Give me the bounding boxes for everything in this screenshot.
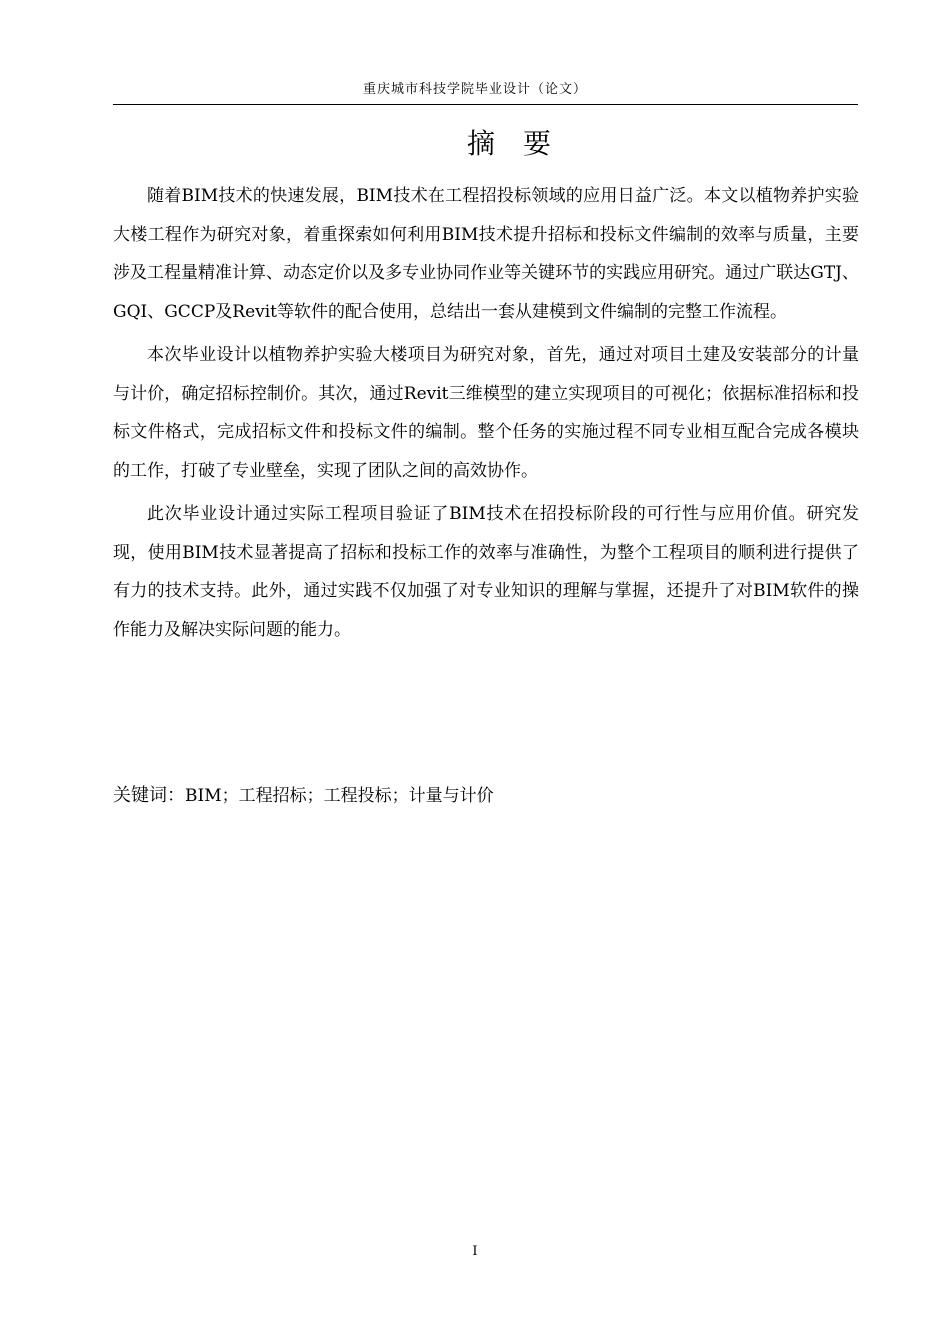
- abstract-paragraph-3: 此次毕业设计通过实际工程项目验证了BIM技术在招投标阶段的可行性与应用价值。研究发现，使用BIM技术显著提高了招标和投标工作的效率与准确性，为整个工程项目的顺利进行提供了有力的技术支持。此外，通过实践不仅加强了对专业知识的理解与掌握，还提升了对BIM软件的操作能力及解决实际问题的能力。: [113, 504, 859, 640]
- page-title: [0, 124, 950, 164]
- page-title-char-2: 要: [523, 127, 552, 160]
- keywords-label: 关键词：: [113, 785, 185, 806]
- abstract-paragraph-2: 本次毕业设计以植物养护实验大楼项目为研究对象，首先，通过对项目土建及安装部分的计量与计价，确定招标控制价。其次，通过Revit三维模型的建立实现项目的可视化；依据标准招标和投标文件格式，完成招标文件和投标文件的编制。整个任务的实施过程不同专业相互配合完成各模块的工作，打破了专业壁垒，实现了团队之间的高效协作。: [113, 345, 859, 481]
- abstract-body: [113, 177, 859, 654]
- keywords-line: [113, 780, 494, 812]
- header-divider: [113, 104, 858, 105]
- page-title-char-1: 摘: [466, 127, 495, 160]
- abstract-paragraph-1: 随着BIM技术的快速发展，BIM技术在工程招投标领域的应用日益广泛。本文以植物养护实验大楼工程作为研究对象，着重探索如何利用BIM技术提升招标和投标文件编制的效率与质量，主要涉及工程量精准计算、动态定价以及多专业协同作业等关键环节的实践应用研究。通过广联达GTJ、GQI、GCCP及Revit等软件的配合使用，总结出一套从建模到文件编制的完整工作流程。: [113, 186, 859, 322]
- keywords-text: BIM；工程招标；工程投标；计量与计价: [185, 786, 494, 806]
- running-header: 重庆城市科技学院毕业设计（论文）: [362, 82, 587, 97]
- page-number: I: [472, 1244, 478, 1259]
